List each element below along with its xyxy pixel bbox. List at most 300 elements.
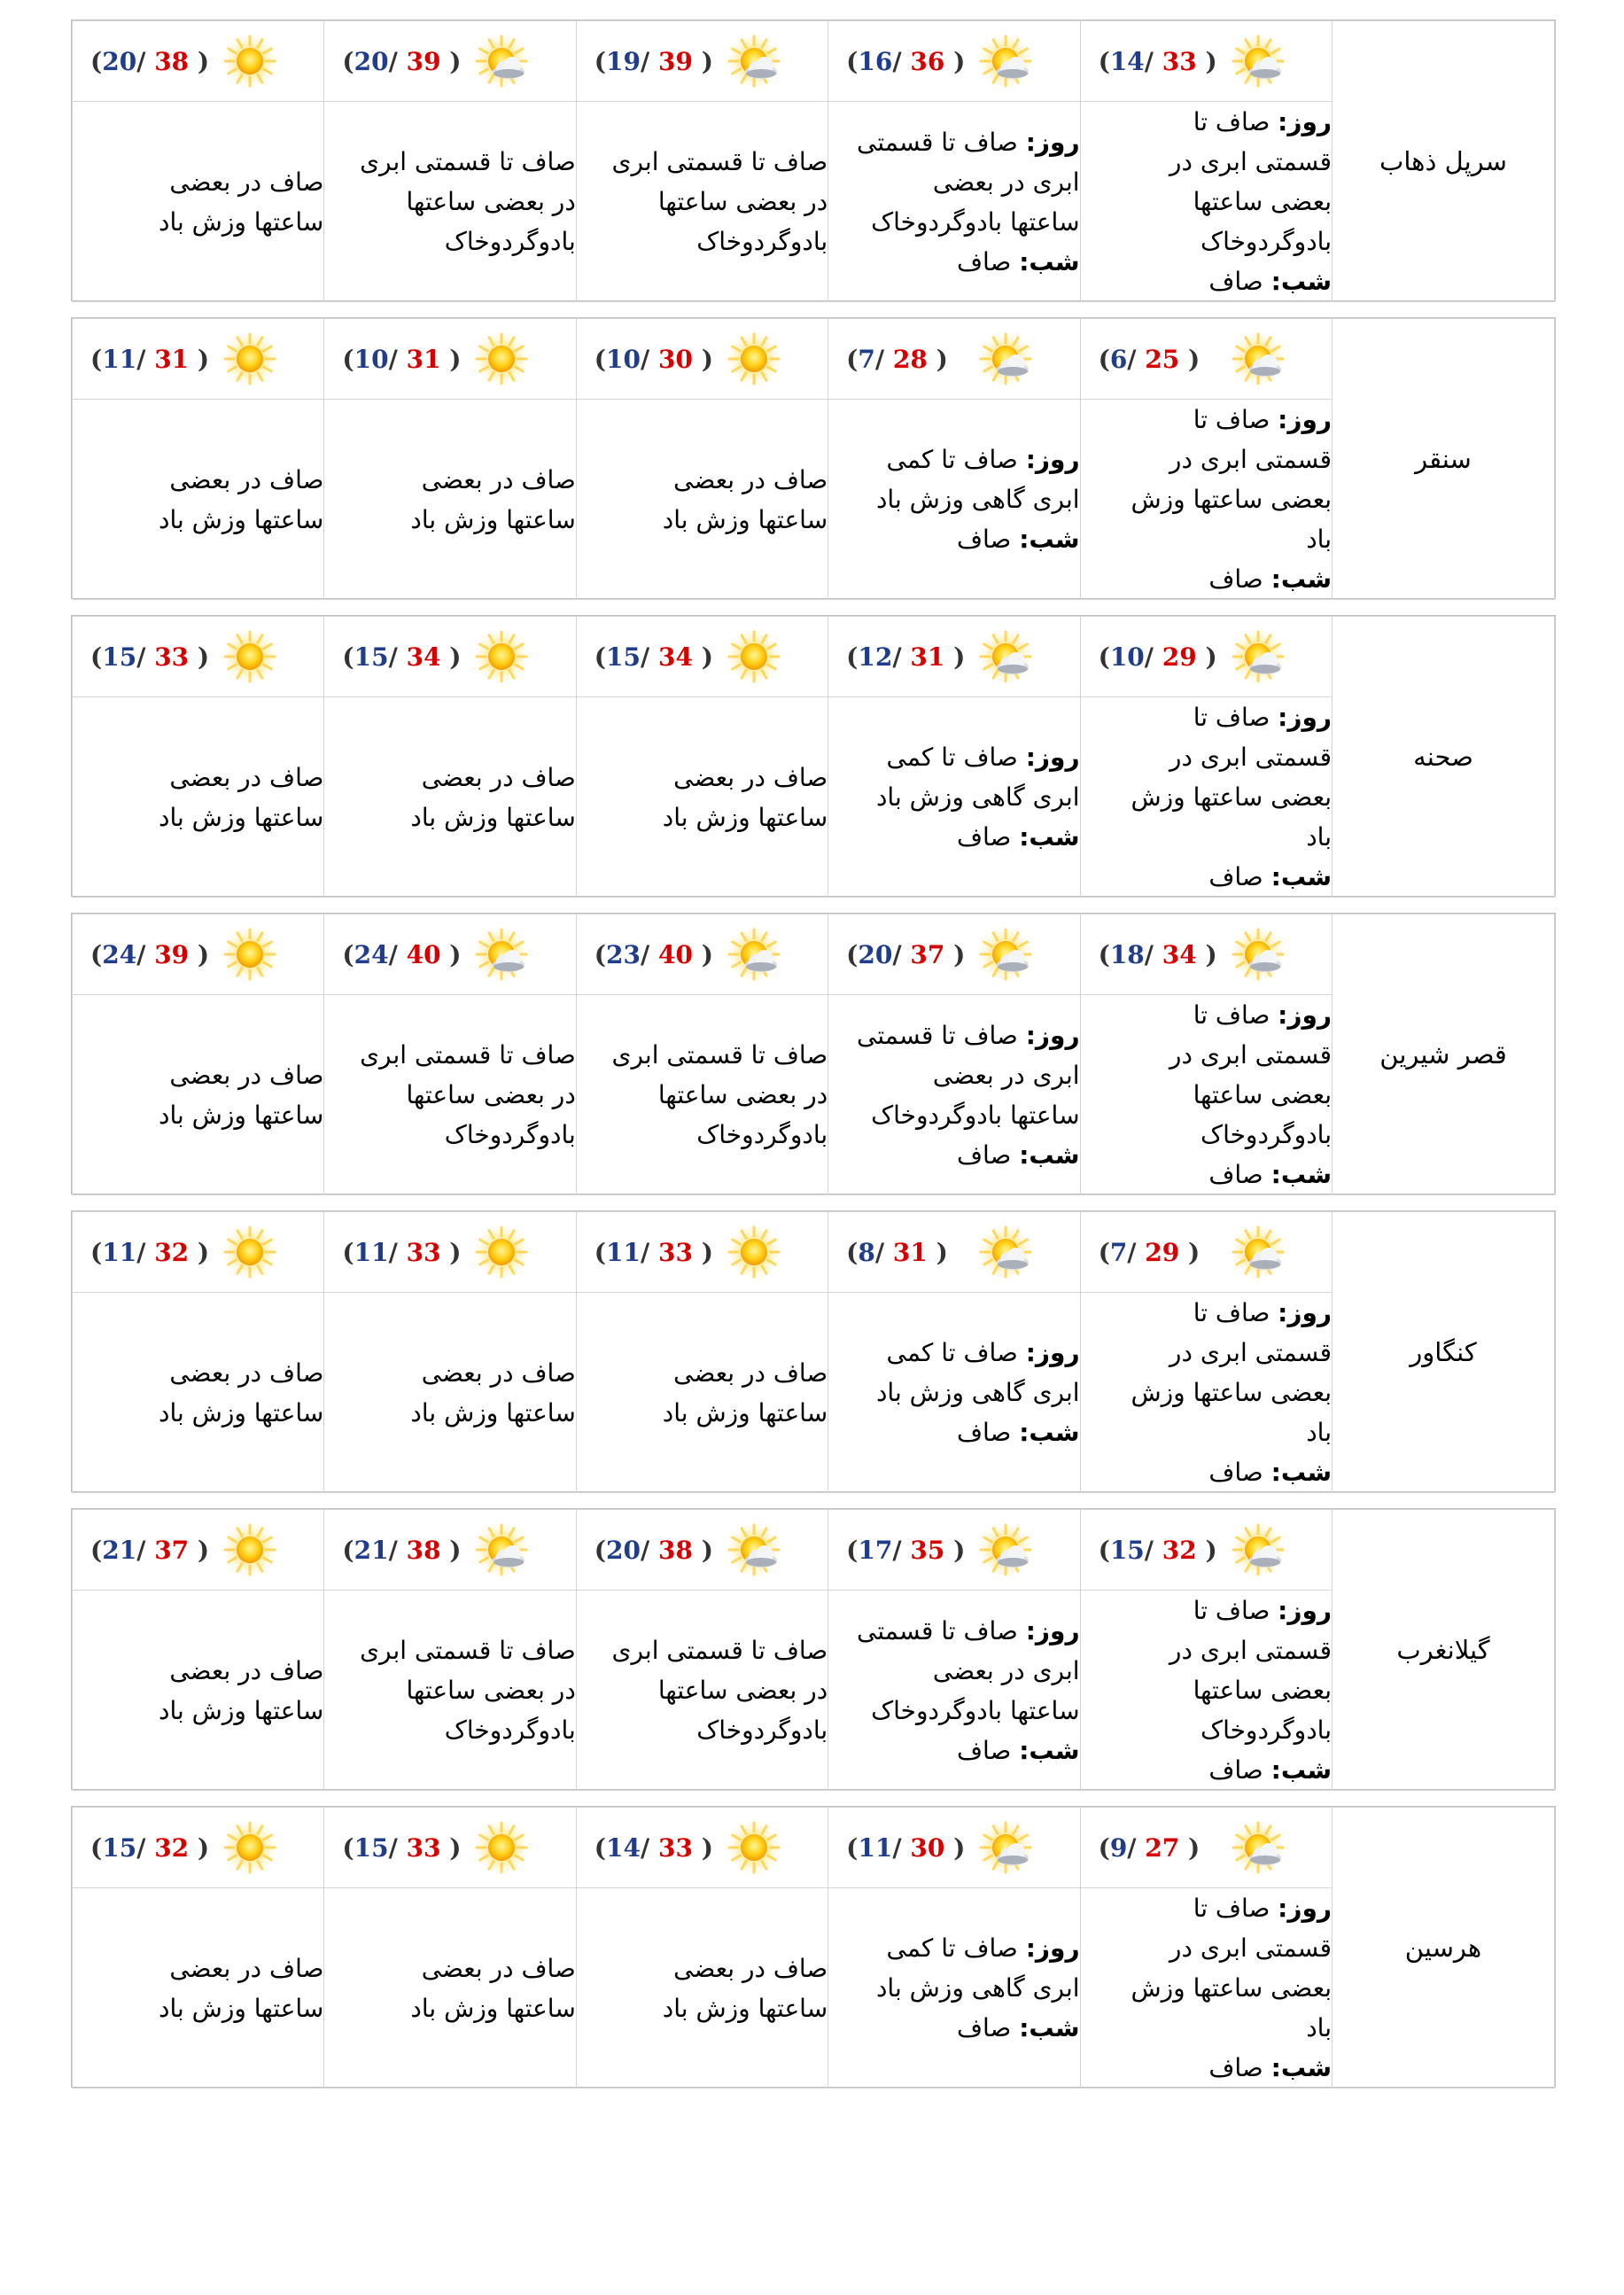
- condition-line: ساعتها وزش باد: [662, 1993, 828, 2023]
- day-3-description: [576, 102, 828, 302]
- min-temp: 10: [1109, 642, 1145, 672]
- open-paren: (: [1098, 1832, 1110, 1863]
- min-temp: 20: [858, 939, 893, 969]
- sun-cloud-icon: [722, 922, 786, 986]
- day-condition-line: روز: صاف تا قسمتی: [857, 127, 1080, 157]
- close-paren: ): [189, 344, 210, 374]
- night-label: شب:: [1019, 822, 1080, 852]
- slash-separator: /: [892, 46, 911, 76]
- min-temp: 7: [858, 344, 875, 374]
- min-temp: 10: [606, 344, 641, 374]
- condition-line: بادوگردوخاک: [696, 227, 828, 256]
- min-temp: 16: [858, 46, 893, 76]
- day-5-description: [73, 400, 324, 600]
- slash-separator: /: [892, 939, 911, 969]
- temperature-range: [73, 1816, 323, 1879]
- sun-cloud-icon: [1226, 1220, 1290, 1284]
- day-condition-line: باد: [1306, 1418, 1332, 1447]
- day-label: روز:: [1278, 1596, 1332, 1625]
- condition-line: ساعتها وزش باد: [410, 1993, 576, 2023]
- condition-line: صاف تا قسمتی ابری: [611, 1636, 828, 1665]
- max-temp: 33: [1162, 46, 1197, 76]
- condition-line: صاف در بعضی: [169, 167, 324, 197]
- slash-separator: /: [1144, 939, 1162, 969]
- day-condition-line: بعضی ساعتها: [1193, 1676, 1332, 1705]
- day-1-description: [1080, 995, 1332, 1195]
- min-temp: 10: [354, 344, 389, 374]
- temperature-range: [577, 1816, 828, 1879]
- day-3-temp-cell: [576, 617, 828, 697]
- temperature-range: [73, 1220, 323, 1284]
- day-1-temp-cell: [1080, 21, 1332, 102]
- condition-line: صاف تا قسمتی ابری: [360, 1636, 576, 1665]
- condition-line: صاف تا قسمتی ابری: [611, 147, 828, 176]
- condition-line: ساعتها وزش باد: [158, 504, 324, 534]
- day-label: روز:: [1025, 1615, 1080, 1645]
- condition-line: صاف در بعضی: [673, 1358, 828, 1388]
- night-condition-line: شب: صاف: [956, 2013, 1080, 2042]
- temperature-range: [1081, 922, 1332, 986]
- close-paren: ): [440, 46, 462, 76]
- max-temp: 29: [1162, 642, 1197, 672]
- slash-separator: /: [1127, 1832, 1146, 1863]
- day-label: روز:: [1025, 127, 1080, 157]
- max-temp: 31: [910, 642, 945, 672]
- night-condition-line: شب: صاف: [956, 525, 1080, 554]
- day-label: روز:: [1025, 743, 1080, 772]
- day-label: روز:: [1025, 445, 1080, 474]
- slash-separator: /: [1127, 1237, 1146, 1267]
- close-paren: ): [1179, 1832, 1201, 1863]
- close-paren: ): [944, 1535, 966, 1565]
- max-temp: 37: [154, 1535, 190, 1565]
- min-temp: 11: [102, 344, 137, 374]
- max-temp: 31: [154, 344, 190, 374]
- slash-separator: /: [136, 939, 155, 969]
- temperature-range: [1081, 29, 1332, 93]
- day-condition-line: ابری در بعضی: [932, 1655, 1080, 1685]
- day-2-temp-cell: [828, 1510, 1080, 1591]
- day-condition-line: روز: صاف تا: [1193, 1000, 1332, 1030]
- day-condition-line: بادوگردوخاک: [1201, 1715, 1332, 1745]
- slash-separator: /: [388, 344, 407, 374]
- day-2-description: [828, 1591, 1080, 1791]
- temperature-range: [324, 1518, 575, 1582]
- condition-line: در بعضی ساعتها: [657, 1080, 828, 1109]
- open-paren: (: [846, 1535, 859, 1565]
- condition-line: صاف در بعضی: [169, 762, 324, 792]
- close-paren: ): [692, 939, 713, 969]
- max-temp: 36: [910, 46, 945, 76]
- condition-line: ساعتها وزش باد: [158, 802, 324, 832]
- slash-separator: /: [388, 1535, 407, 1565]
- sun-cloud-icon: [974, 922, 1037, 986]
- day-condition-line: ابری گاهی وزش باد: [875, 782, 1080, 812]
- day-5-description: [73, 102, 324, 302]
- day-2-description: [828, 400, 1080, 600]
- day-5-temp-cell: [73, 1212, 324, 1293]
- day-5-temp-cell: [73, 1808, 324, 1888]
- sun-icon: [470, 1816, 533, 1879]
- day-condition-line: روز: صاف تا: [1193, 107, 1332, 136]
- condition-line: ساعتها وزش باد: [158, 1100, 324, 1130]
- sun-cloud-icon: [1226, 29, 1290, 93]
- min-temp: 21: [354, 1535, 389, 1565]
- open-paren: (: [342, 344, 354, 374]
- min-temp: 11: [102, 1237, 137, 1267]
- night-label: شب:: [1019, 525, 1080, 554]
- temperature-range: [1081, 327, 1332, 391]
- night-condition-line: شب: صاف: [956, 1140, 1080, 1170]
- slash-separator: /: [136, 1237, 155, 1267]
- day-condition-line: ساعتها بادوگردوخاک: [871, 206, 1080, 237]
- city-forecast-table: [71, 913, 1556, 1194]
- day-3-temp-cell: [576, 914, 828, 995]
- min-temp: 23: [606, 939, 641, 969]
- temperature-range: [73, 625, 323, 688]
- day-label: روز:: [1278, 1000, 1332, 1030]
- max-temp: 32: [154, 1832, 190, 1863]
- max-temp: 33: [406, 1832, 441, 1863]
- open-paren: (: [594, 1832, 607, 1863]
- city-forecast-table: [71, 1508, 1556, 1790]
- max-temp: 31: [892, 1237, 928, 1267]
- temperature-range: [577, 1518, 828, 1582]
- slash-separator: /: [136, 46, 155, 76]
- sun-cloud-icon: [470, 29, 533, 93]
- slash-separator: /: [136, 1832, 155, 1863]
- condition-line: در بعضی ساعتها: [657, 187, 828, 216]
- min-temp: 11: [354, 1237, 389, 1267]
- slash-separator: /: [641, 344, 658, 374]
- max-temp: 40: [406, 939, 441, 969]
- day-1-description: [1080, 1591, 1332, 1791]
- min-temp: 20: [606, 1535, 641, 1565]
- max-temp: 40: [657, 939, 693, 969]
- min-temp: 6: [1109, 344, 1128, 374]
- temperature-range: [73, 1518, 323, 1582]
- temperature-range: [1081, 625, 1332, 688]
- open-paren: (: [342, 46, 354, 76]
- day-5-temp-cell: [73, 319, 324, 400]
- sun-cloud-icon: [1226, 327, 1290, 391]
- night-condition-line: شب: صاف: [1208, 862, 1332, 891]
- condition-line: صاف در بعضی: [421, 1953, 576, 1983]
- day-condition-line: روز: صاف تا: [1193, 1596, 1332, 1625]
- day-1-temp-cell: [1080, 319, 1332, 400]
- day-condition-line: روز: صاف تا کمی: [886, 1338, 1080, 1367]
- slash-separator: /: [892, 1535, 911, 1565]
- day-3-temp-cell: [576, 1212, 828, 1293]
- day-1-temp-cell: [1080, 1808, 1332, 1888]
- max-temp: 34: [657, 642, 693, 672]
- day-condition-line: باد: [1306, 822, 1332, 852]
- slash-separator: /: [1144, 46, 1162, 76]
- day-2-description: [828, 102, 1080, 302]
- close-paren: ): [189, 1535, 210, 1565]
- day-2-temp-cell: [828, 617, 1080, 697]
- day-1-temp-cell: [1080, 914, 1332, 995]
- min-temp: 15: [606, 642, 641, 672]
- night-condition-line: شب: صاف: [1208, 1755, 1332, 1785]
- close-paren: ): [1179, 344, 1201, 374]
- night-label: شب:: [1270, 1160, 1332, 1189]
- day-condition-line: روز: صاف تا کمی: [886, 1933, 1080, 1963]
- slash-separator: /: [641, 1535, 658, 1565]
- condition-line: ساعتها وزش باد: [662, 1397, 828, 1428]
- day-4-temp-cell: [324, 1808, 576, 1888]
- day-condition-line: ساعتها بادوگردوخاک: [871, 1100, 1080, 1130]
- temperature-range: [1081, 1518, 1332, 1582]
- condition-line: صاف در بعضی: [673, 1953, 828, 1983]
- max-temp: 39: [406, 46, 441, 76]
- day-5-description: [73, 1293, 324, 1493]
- day-1-temp-cell: [1080, 1510, 1332, 1591]
- day-condition-line: بعضی ساعتها: [1193, 187, 1332, 216]
- slash-separator: /: [388, 1832, 407, 1863]
- sun-cloud-icon: [1226, 922, 1290, 986]
- max-temp: 39: [657, 46, 693, 76]
- max-temp: 29: [1145, 1237, 1180, 1267]
- min-temp: 9: [1109, 1832, 1128, 1863]
- open-paren: (: [90, 344, 103, 374]
- day-2-temp-cell: [828, 914, 1080, 995]
- day-2-temp-cell: [828, 1212, 1080, 1293]
- min-temp: 14: [1109, 46, 1145, 76]
- min-temp: 12: [858, 642, 893, 672]
- slash-separator: /: [1144, 1535, 1162, 1565]
- close-paren: ): [440, 1535, 462, 1565]
- condition-line: صاف در بعضی: [673, 762, 828, 792]
- min-temp: 24: [102, 939, 137, 969]
- condition-line: ساعتها وزش باد: [158, 1993, 324, 2023]
- min-temp: 11: [858, 1832, 893, 1863]
- sun-cloud-icon: [974, 29, 1037, 93]
- day-4-temp-cell: [324, 1212, 576, 1293]
- day-2-description: [828, 1293, 1080, 1493]
- sun-icon: [722, 1816, 786, 1879]
- day-3-description: [576, 697, 828, 898]
- temperature-range: [73, 327, 323, 391]
- night-label: شب:: [1270, 862, 1332, 891]
- sun-icon: [722, 625, 786, 688]
- open-paren: (: [1098, 46, 1110, 76]
- open-paren: (: [846, 344, 859, 374]
- open-paren: (: [342, 1237, 354, 1267]
- night-condition-line: شب: صاف: [956, 246, 1080, 276]
- temperature-range: [577, 922, 828, 986]
- condition-line: در بعضی ساعتها: [406, 187, 576, 216]
- condition-line: صاف تا قسمتی ابری: [611, 1040, 828, 1070]
- day-4-temp-cell: [324, 21, 576, 102]
- temperature-range: [324, 1220, 575, 1284]
- sun-cloud-icon: [974, 1816, 1037, 1879]
- day-condition-line: بعضی ساعتها وزش: [1131, 782, 1332, 812]
- max-temp: 33: [657, 1832, 693, 1863]
- city-name: کنگاور: [1333, 1212, 1555, 1493]
- min-temp: 14: [606, 1832, 641, 1863]
- temperature-range: [73, 922, 323, 986]
- condition-line: بادوگردوخاک: [696, 1120, 828, 1149]
- temperature-range: [1081, 1220, 1332, 1284]
- condition-line: ساعتها وزش باد: [158, 1695, 324, 1725]
- sun-cloud-icon: [974, 625, 1037, 688]
- day-3-temp-cell: [576, 1510, 828, 1591]
- max-temp: 33: [154, 642, 190, 672]
- night-label: شب:: [1019, 2013, 1080, 2042]
- temperature-range: [577, 327, 828, 391]
- day-condition-line: بعضی ساعتها وزش: [1131, 1378, 1332, 1407]
- max-temp: 38: [154, 46, 190, 76]
- max-temp: 25: [1145, 344, 1180, 374]
- min-temp: 24: [354, 939, 389, 969]
- open-paren: (: [342, 1832, 354, 1863]
- night-label: شب:: [1019, 246, 1080, 276]
- day-condition-line: بعضی ساعتها وزش: [1131, 485, 1332, 514]
- sun-icon: [218, 922, 282, 986]
- sun-icon: [218, 625, 282, 688]
- sun-icon: [218, 29, 282, 93]
- condition-line: در بعضی ساعتها: [657, 1676, 828, 1705]
- day-4-description: [324, 995, 576, 1195]
- open-paren: (: [90, 1832, 103, 1863]
- day-condition-line: روز: صاف تا قسمتی: [857, 1020, 1080, 1050]
- day-condition-line: ابری گاهی وزش باد: [875, 1973, 1080, 2003]
- temperature-range: [324, 29, 575, 93]
- condition-line: ساعتها وزش باد: [158, 1397, 324, 1428]
- condition-line: صاف در بعضی: [421, 464, 576, 494]
- max-temp: 30: [657, 344, 693, 374]
- max-temp: 34: [406, 642, 441, 672]
- day-condition-line: روز: صاف تا: [1193, 405, 1332, 434]
- condition-line: صاف در بعضی: [169, 464, 324, 494]
- slash-separator: /: [136, 642, 155, 672]
- condition-line: صاف در بعضی: [421, 762, 576, 792]
- day-3-description: [576, 1591, 828, 1791]
- condition-line: بادوگردوخاک: [444, 1120, 576, 1149]
- min-temp: 15: [354, 1832, 389, 1863]
- day-label: روز:: [1278, 1894, 1332, 1923]
- day-2-temp-cell: [828, 1808, 1080, 1888]
- day-3-description: [576, 1888, 828, 2089]
- condition-line: صاف تا قسمتی ابری: [360, 1040, 576, 1070]
- close-paren: ): [189, 939, 210, 969]
- day-2-temp-cell: [828, 21, 1080, 102]
- day-condition-line: روز: صاف تا کمی: [886, 445, 1080, 474]
- day-1-temp-cell: [1080, 617, 1332, 697]
- max-temp: 34: [1162, 939, 1197, 969]
- min-temp: 15: [354, 642, 389, 672]
- city-name: قصر شیرین: [1333, 914, 1555, 1195]
- open-paren: (: [594, 46, 607, 76]
- open-paren: (: [846, 1832, 859, 1863]
- close-paren: ): [944, 46, 966, 76]
- open-paren: (: [846, 1237, 859, 1267]
- open-paren: (: [1098, 642, 1110, 672]
- day-condition-line: بعضی ساعتها وزش: [1131, 1973, 1332, 2003]
- condition-line: ساعتها وزش باد: [410, 1397, 576, 1428]
- day-condition-line: روز: صاف تا: [1193, 703, 1332, 732]
- day-3-description: [576, 400, 828, 600]
- sun-icon: [470, 1220, 533, 1284]
- day-condition-line: روز: صاف تا کمی: [886, 743, 1080, 772]
- day-condition-line: قسمتی ابری در: [1169, 743, 1332, 772]
- min-temp: 20: [102, 46, 137, 76]
- slash-separator: /: [641, 642, 658, 672]
- slash-separator: /: [1144, 642, 1162, 672]
- day-3-temp-cell: [576, 21, 828, 102]
- day-5-description: [73, 1888, 324, 2089]
- open-paren: (: [846, 642, 859, 672]
- condition-line: در بعضی ساعتها: [406, 1080, 576, 1109]
- slash-separator: /: [388, 642, 407, 672]
- day-label: روز:: [1278, 1298, 1332, 1327]
- day-label: روز:: [1278, 405, 1332, 434]
- close-paren: ): [1196, 939, 1217, 969]
- night-label: شب:: [1019, 1140, 1080, 1170]
- day-1-description: [1080, 697, 1332, 898]
- day-4-description: [324, 400, 576, 600]
- day-1-description: [1080, 400, 1332, 600]
- day-2-description: [828, 995, 1080, 1195]
- temperature-range: [324, 327, 575, 391]
- night-condition-line: شب: صاف: [1208, 2053, 1332, 2082]
- min-temp: 17: [858, 1535, 893, 1565]
- open-paren: (: [1098, 1535, 1110, 1565]
- condition-line: در بعضی ساعتها: [406, 1676, 576, 1705]
- slash-separator: /: [641, 939, 658, 969]
- city-name: هرسین: [1333, 1808, 1555, 2089]
- day-condition-line: قسمتی ابری در: [1169, 1338, 1332, 1367]
- open-paren: (: [90, 1237, 103, 1267]
- day-label: روز:: [1025, 1933, 1080, 1963]
- day-label: روز:: [1025, 1020, 1080, 1050]
- day-2-description: [828, 1888, 1080, 2089]
- open-paren: (: [90, 46, 103, 76]
- day-1-description: [1080, 1293, 1332, 1493]
- min-temp: 19: [606, 46, 641, 76]
- temperature-range: [577, 625, 828, 688]
- condition-line: بادوگردوخاک: [444, 1715, 576, 1745]
- close-paren: ): [1196, 642, 1217, 672]
- temperature-range: [828, 1220, 1079, 1284]
- night-label: شب:: [1270, 1458, 1332, 1487]
- day-5-description: [73, 995, 324, 1195]
- slash-separator: /: [641, 1237, 658, 1267]
- min-temp: 7: [1109, 1237, 1128, 1267]
- temperature-range: [828, 327, 1079, 391]
- day-1-temp-cell: [1080, 1212, 1332, 1293]
- max-temp: 32: [154, 1237, 190, 1267]
- day-3-description: [576, 995, 828, 1195]
- day-condition-line: ابری در بعضی: [932, 167, 1080, 197]
- close-paren: ): [927, 344, 948, 374]
- slash-separator: /: [136, 1535, 155, 1565]
- close-paren: ): [692, 1832, 713, 1863]
- night-label: شب:: [1270, 2053, 1332, 2082]
- day-4-description: [324, 1888, 576, 2089]
- close-paren: ): [1196, 1535, 1217, 1565]
- day-4-temp-cell: [324, 319, 576, 400]
- night-condition-line: شب: صاف: [1208, 564, 1332, 594]
- city-forecast-table: [71, 1210, 1556, 1492]
- night-condition-line: شب: صاف: [1208, 1160, 1332, 1189]
- day-condition-line: روز: صاف تا: [1193, 1298, 1332, 1327]
- open-paren: (: [90, 642, 103, 672]
- open-paren: (: [90, 939, 103, 969]
- temperature-range: [828, 625, 1079, 688]
- slash-separator: /: [874, 344, 893, 374]
